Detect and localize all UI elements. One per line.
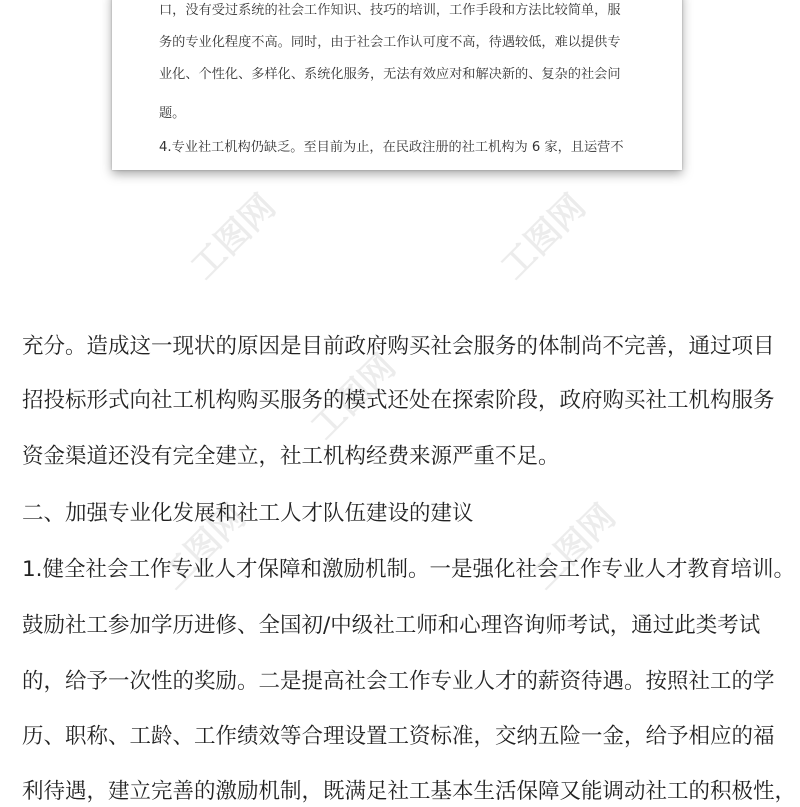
card-text-line: 口，没有受过系统的社会工作知识、技巧的培训，工作手段和方法比较简单，服 [159, 3, 621, 18]
card-text-line: 题。 [159, 106, 186, 121]
watermark-logo: 工图网 [523, 496, 624, 598]
body-text-line: 历、职称、工龄、工作绩效等合理设置工资标准，交纳五险一金，给予相应的福 [22, 724, 775, 749]
body-text-line: 利待遇，建立完善的激励机制，既满足社工基本生活保障又能调动社工的积极性， [22, 779, 797, 804]
section-heading: 二、加强专业化发展和社工人才队伍建设的建议 [22, 501, 474, 526]
card-text-line: 4.专业社工机构仍缺乏。至目前为止，在民政注册的社工机构为 6 家，且运营不 [159, 140, 624, 155]
body-text-line: 资金渠道还没有完全建立，社工机构经费来源严重不足。 [22, 444, 560, 469]
body-text-line: 鼓励社工参加学历进修、全国初/中级社工师和心理咨询师考试，通过此类考试 [22, 613, 761, 638]
watermark-logo: 工图网 [183, 186, 284, 288]
card-text-line: 业化、个性化、多样化、系统化服务，无法有效应对和解决新的、复杂的社会问 [159, 67, 621, 82]
document-preview-card [112, 0, 682, 170]
watermark-logo: 工图网 [493, 186, 594, 288]
body-text-line: 的，给予一次性的奖励。二是提高社会工作专业人才的薪资待遇。按照社工的学 [22, 669, 775, 694]
body-text-line: 招投标形式向社工机构购买服务的模式还处在探索阶段，政府购买社工机构服务 [22, 388, 775, 413]
watermark-logo: 工图网 [303, 346, 404, 448]
watermark-logo: 工图网 [153, 496, 254, 598]
body-text-line: 1.健全社会工作专业人才保障和激励机制。一是强化社会工作专业人才教育培训。 [22, 557, 796, 582]
card-text-line: 务的专业化程度不高。同时，由于社会工作认可度不高，待遇较低，难以提供专 [159, 35, 621, 50]
body-text-line: 充分。造成这一现状的原因是目前政府购买社会服务的体制尚不完善，通过项目 [22, 334, 775, 359]
